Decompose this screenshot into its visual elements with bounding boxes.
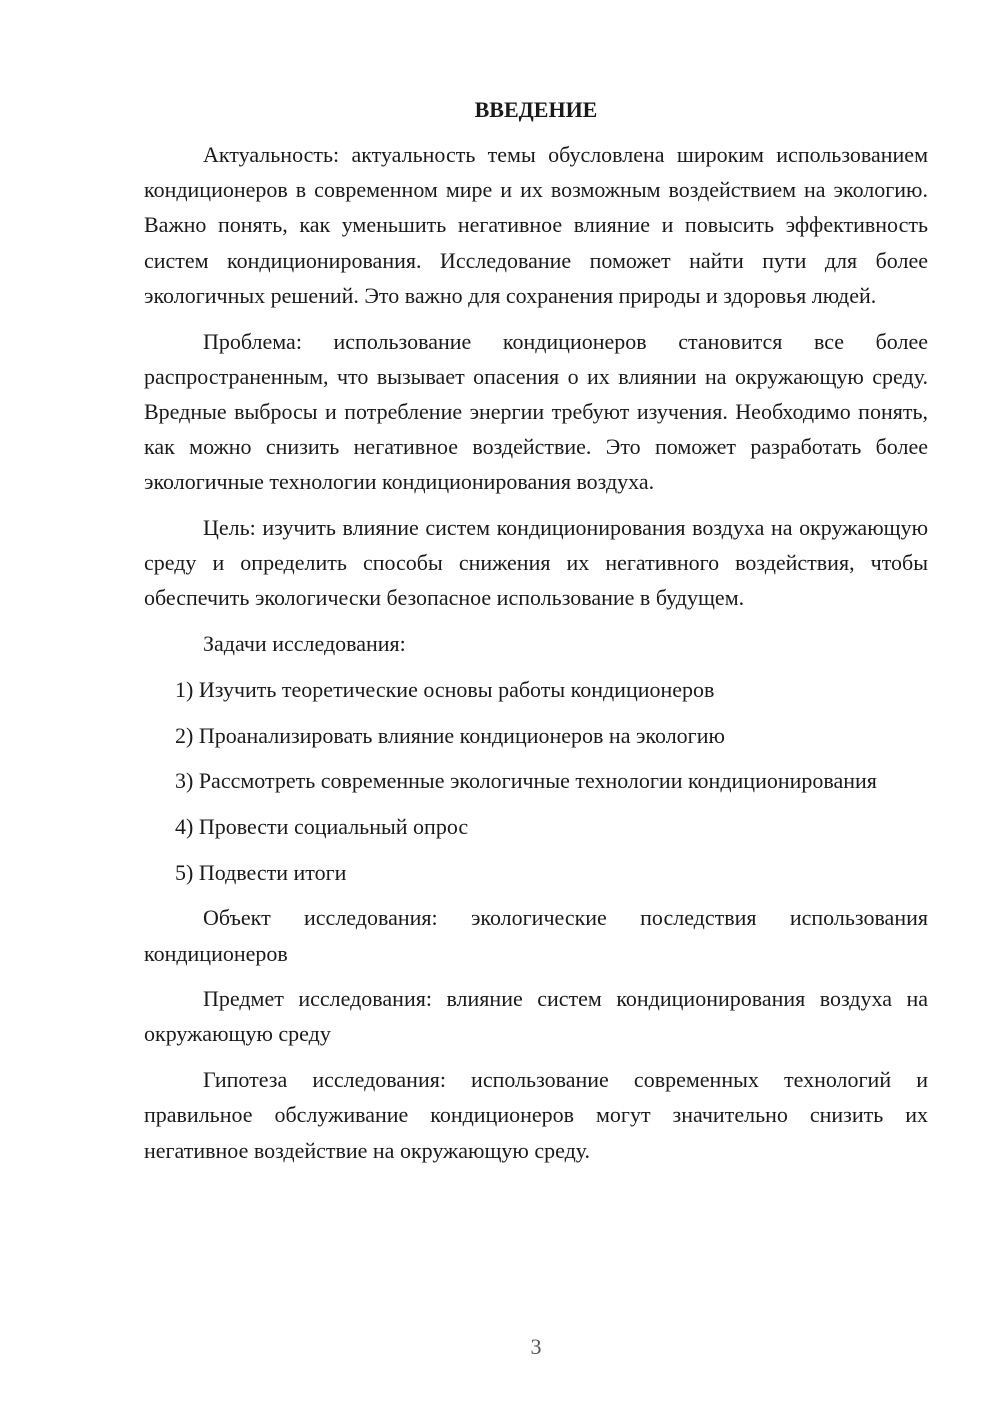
tasks-title: Задачи исследования: [203,631,406,657]
task-item-5: 5) Подвести итоги [175,859,347,885]
paragraph-subject: Предмет исследования: влияние систем кондиционирования воздуха на окружающую среду [144,986,928,1047]
paragraph-problem: Проблема: использование кондиционеров становится все более распространенным, что вызывает опасения о их влиянии на окружающую среду. Вредные выбросы и потребление энергии требуют изучения. Необходимо понять, как можно снизить негативное воздействие. Это поможет разработать более экологичные технологии кондиционирования воздуха. [144,328,928,495]
task-item-1: 1) Изучить теоретические основы работы кондиционеров [175,676,715,702]
section-heading: ВВЕДЕНИЕ [474,97,598,122]
page-content [144,92,928,1168]
task-item-3: 3) Рассмотреть современные экологичные технологии кондиционирования [175,768,877,794]
paragraph-relevance: Актуальность: актуальность темы обусловлена широким использованием кондиционеров в современном мире и их возможным воздействием на экологию. Важно понять, как уменьшить негативное влияние и повысить эффективность систем кондиционирования. Исследование поможет найти пути для более экологичных решений. Это важно для сохранения природы и здоровья людей. [144,142,928,308]
paragraph-hypothesis: Гипотеза исследования: использование современных технологий и правильное обслуживание кондиционеров могут значительно снизить их негативное воздействие на окружающую среду. [144,1067,928,1163]
page-number: 3 [530,1334,542,1359]
task-item-2: 2) Проанализировать влияние кондиционеров на экологию [175,722,725,748]
paragraph-goal: Цель: изучить влияние систем кондиционирования воздуха на окружающую среду и определить способы снижения их негативного воздействия, чтобы обеспечить экологически безопасное использование в будущем. [144,515,928,611]
task-item-4: 4) Провести социальный опрос [175,813,469,839]
paragraph-object: Объект исследования: экологические последствия использования кондиционеров [144,905,928,966]
